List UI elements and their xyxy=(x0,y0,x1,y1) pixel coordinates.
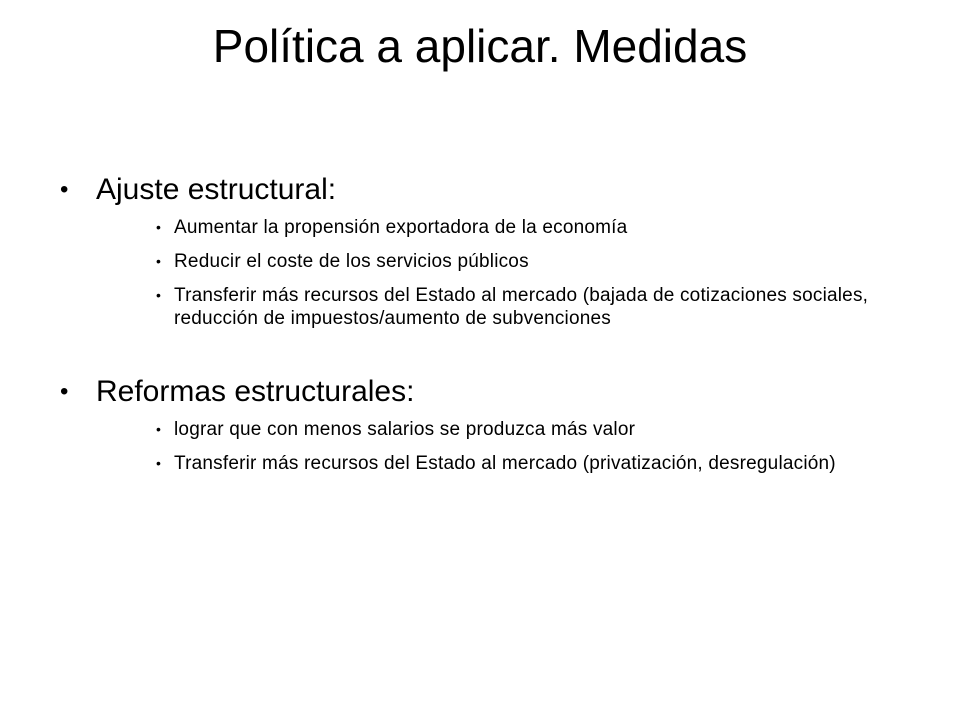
list-item xyxy=(156,284,920,330)
list-item-text: Aumentar la propensión exportadora de la economía xyxy=(174,217,628,238)
slide-title: Política a aplicar. Medidas xyxy=(212,20,748,72)
list-item xyxy=(156,250,920,273)
bullet-icon: • xyxy=(156,455,162,471)
bullet-icon: • xyxy=(156,253,162,269)
list-item xyxy=(156,216,920,239)
subitem-list xyxy=(96,216,920,330)
bullet-icon: • xyxy=(156,421,162,437)
subitem-list xyxy=(96,418,920,475)
list-item xyxy=(156,452,920,475)
section-heading: Reformas estructurales: xyxy=(96,375,415,408)
section-reformas-estructurales xyxy=(60,372,920,475)
slide-content xyxy=(60,170,920,486)
bullet-icon: • xyxy=(156,219,162,235)
list-item-text: lograr que con menos salarios se produzca más valor xyxy=(174,419,636,440)
section-list xyxy=(60,170,920,475)
list-item xyxy=(156,418,920,441)
section-ajuste-estructural xyxy=(60,170,920,330)
list-item-text: Reducir el coste de los servicios públicos xyxy=(174,251,529,272)
list-item-text: Transferir más recursos del Estado al mercado (privatización, desregulación) xyxy=(174,453,836,474)
section-heading: Ajuste estructural: xyxy=(96,173,337,206)
bullet-icon: • xyxy=(156,287,162,303)
bullet-icon: • xyxy=(60,176,69,203)
bullet-icon: • xyxy=(60,378,69,405)
list-item-text: Transferir más recursos del Estado al mercado (bajada de cotizaciones sociales, reducción de impuestos/aumento de subvenciones xyxy=(174,285,869,329)
